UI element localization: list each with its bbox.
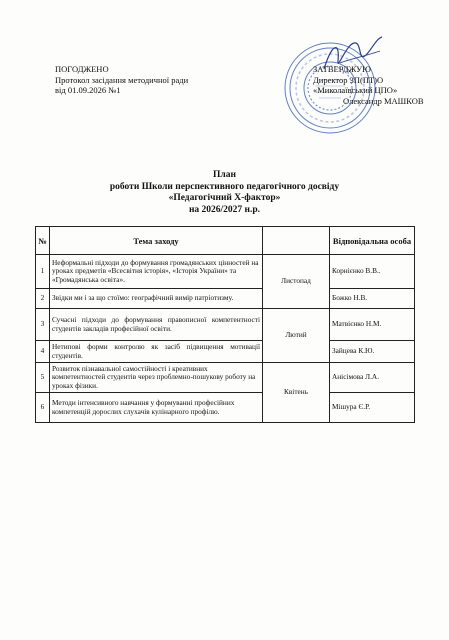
approval-left-line2: від 01.09.2026 №1 — [55, 85, 121, 95]
row-person: Божко Н.В. — [330, 289, 415, 309]
table-row — [36, 255, 415, 289]
approval-left-block — [55, 64, 188, 96]
row-num: 3 — [36, 309, 50, 341]
row-topic: Нетипові форми контролю як засіб підвищення мотивації студентів. — [50, 341, 263, 363]
approval-right-line1: Директор ЗП(ПТ)О — [313, 74, 384, 85]
approval-right-block — [313, 64, 439, 106]
row-month: Лютий — [263, 309, 330, 363]
table-row — [36, 289, 415, 309]
row-topic: Методи інтенсивного навчання у формуванні професійних компетенцій дорослих слухачів кулінарного профілю. — [50, 393, 263, 423]
row-num: 1 — [36, 255, 50, 289]
row-person: Мішура Є.Р. — [330, 393, 415, 423]
row-topic: Сучасні підходи до формування правописної компетентності студентів закладів професійної освіти. — [50, 309, 263, 341]
row-topic: Розвиток пізнавальної самостійності і креативних компетентностей студентів через проблемно-пошукову роботу на уроках фізики. — [50, 363, 263, 393]
approval-left-line1: Протокол засідання методичної ради — [55, 74, 189, 85]
table-row — [36, 363, 415, 393]
table-row — [36, 309, 415, 341]
approval-left-heading: ПОГОДЖЕНО — [55, 64, 109, 74]
row-month: Квітень — [263, 363, 330, 423]
plan-title — [0, 170, 449, 216]
title-line4: на 2026/2027 н.р. — [188, 204, 261, 215]
table-row — [36, 341, 415, 363]
row-month: Листопад — [263, 255, 330, 309]
header-topic: Тема заходу — [50, 227, 263, 255]
approval-right-name: Олександр МАШКОВ — [343, 95, 424, 106]
row-topic: Звідки ми і за що стоїмо: географічний вимір патріотизму. — [50, 289, 263, 309]
title-line2: роботи Школи перспективного педагогічного досвіду — [109, 181, 340, 192]
header-person: Відповідальна особа — [330, 227, 415, 255]
approval-right-line2: «Миколаївський ЦПО» — [313, 85, 398, 95]
row-num: 2 — [36, 289, 50, 309]
row-topic: Неформальні підходи до формування громадянських цінностей на уроках предметів «Всесвітня історія», «Історія України» та «Громадянська освіта». — [50, 255, 263, 289]
header-num: № — [36, 227, 50, 255]
approval-right-heading: ЗАТВЕРДЖУЮ — [313, 64, 371, 74]
row-person: Зайцева К.Ю. — [330, 341, 415, 363]
table-header-row — [36, 227, 415, 255]
row-person: Матвієнко Н.М. — [330, 309, 415, 341]
row-person: Корнієнко В.В.. — [330, 255, 415, 289]
row-num: 4 — [36, 341, 50, 363]
row-person: Анісімова Л.А. — [330, 363, 415, 393]
title-line3: «Педагогічний Х-фактор» — [168, 193, 281, 203]
row-num: 6 — [36, 393, 50, 423]
plan-table — [35, 226, 415, 423]
header-month — [263, 227, 330, 255]
row-num: 5 — [36, 363, 50, 393]
title-line1: План — [213, 170, 236, 180]
table-row — [36, 393, 415, 423]
